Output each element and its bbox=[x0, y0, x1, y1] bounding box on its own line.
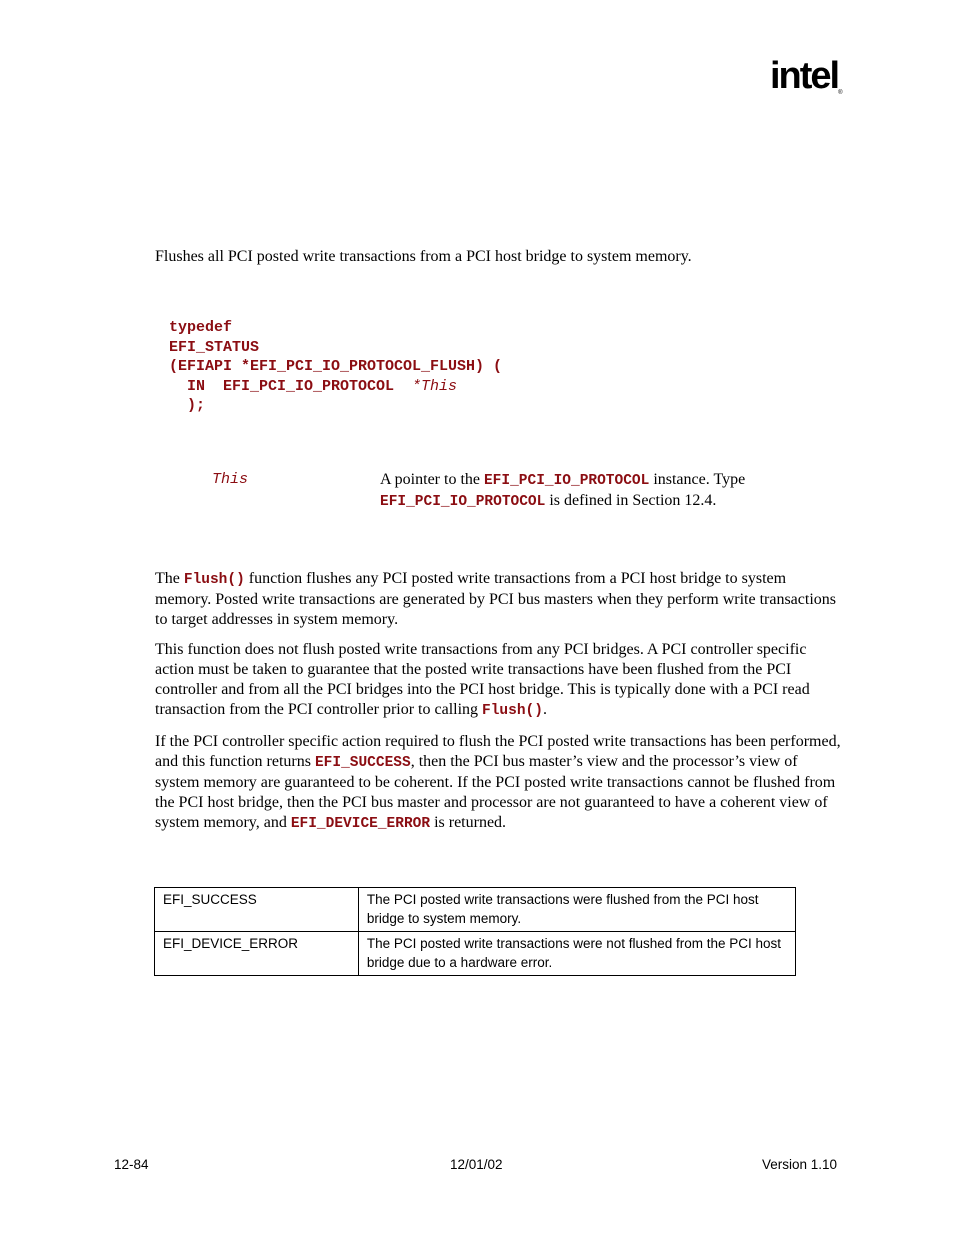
description-paragraph-2 bbox=[155, 640, 845, 721]
table-row bbox=[155, 888, 796, 932]
desc-p3-code-1: EFI_SUCCESS bbox=[314, 755, 411, 771]
status-code-cell: EFI_DEVICE_ERROR bbox=[155, 932, 359, 976]
prototype-code bbox=[169, 318, 502, 416]
status-description-cell: The PCI posted write transactions were not flushed from the PCI host bridge due to a hardware error. bbox=[358, 932, 795, 976]
param-name-this: This bbox=[212, 471, 249, 488]
footer-version: Version 1.10 bbox=[762, 1157, 838, 1172]
prototype-line-1: typedef bbox=[169, 319, 233, 336]
param-desc-code-2: EFI_PCI_IO_PROTOCOL bbox=[380, 494, 546, 510]
prototype-param-this: *This bbox=[412, 377, 458, 395]
logo-text: intel bbox=[770, 55, 839, 97]
desc-p3-text-b: , then the PCI bus master’s view and the processor’s view of system memory are guaranteed to be coherent. If the PCI posted write transactions cannot be flushed from the PCI host bridge, then the PCI bus master and processor are not guaranteed to have a coherent view of system memory, and bbox=[155, 753, 836, 831]
desc-p2-text-a: This function does not flush posted write transactions from any PCI bridges. A PCI controller specific action must be taken to guarantee that the posted write transactions have been flushed from the PCI controller and from all the PCI bridges into the PCI host bridge. This is typically done with a PCI read transaction from the PCI controller prior to calling bbox=[155, 641, 810, 718]
param-desc-text-a: A pointer to the bbox=[380, 471, 484, 488]
desc-p3-text-a: If the PCI controller specific action required to flush the PCI posted write transactions has been performed, and this function returns bbox=[155, 733, 841, 770]
param-desc-text-b: instance. Type bbox=[649, 471, 746, 488]
prototype-line-4: IN EFI_PCI_IO_PROTOCOL bbox=[169, 377, 413, 395]
footer-page-number: 12-84 bbox=[114, 1157, 149, 1172]
desc-p2-text-b: . bbox=[542, 701, 547, 718]
summary-text: Flushes all PCI posted write transactions from a PCI host bridge to system memory. bbox=[155, 248, 692, 265]
desc-p3-code-2: EFI_DEVICE_ERROR bbox=[290, 816, 431, 832]
status-code-cell: EFI_SUCCESS bbox=[155, 888, 359, 932]
param-description-this bbox=[380, 470, 850, 512]
status-description-cell: The PCI posted write transactions were flushed from the PCI host bridge to system memory. bbox=[358, 888, 795, 932]
prototype-line-5: ); bbox=[169, 397, 206, 414]
table-row bbox=[155, 932, 796, 976]
logo-registered-mark: ® bbox=[838, 90, 843, 96]
description bbox=[155, 569, 845, 834]
footer-date: 12/01/02 bbox=[450, 1157, 503, 1172]
param-desc-code-1: EFI_PCI_IO_PROTOCOL bbox=[483, 473, 650, 489]
status-codes-table bbox=[154, 887, 796, 976]
desc-p1-text-a: The bbox=[155, 570, 184, 587]
desc-p3-text-c: is returned. bbox=[430, 814, 507, 831]
description-paragraph-1 bbox=[155, 569, 845, 630]
prototype-line-3: (EFIAPI *EFI_PCI_IO_PROTOCOL_FLUSH) ( bbox=[169, 358, 503, 375]
desc-p1-code: Flush() bbox=[183, 572, 245, 588]
intel-logo bbox=[770, 56, 850, 106]
prototype-line-2: EFI_STATUS bbox=[169, 338, 260, 356]
param-desc-text-c: is defined in Section 12.4. bbox=[545, 492, 717, 509]
desc-p1-text-b: function flushes any PCI posted write transactions from a PCI host bridge to system memory. Posted write transactions are generated by PCI bus masters when they perform write transactions to target addresses in system memory. bbox=[155, 570, 836, 628]
description-paragraph-3 bbox=[155, 732, 845, 834]
desc-p2-code: Flush() bbox=[482, 703, 543, 719]
